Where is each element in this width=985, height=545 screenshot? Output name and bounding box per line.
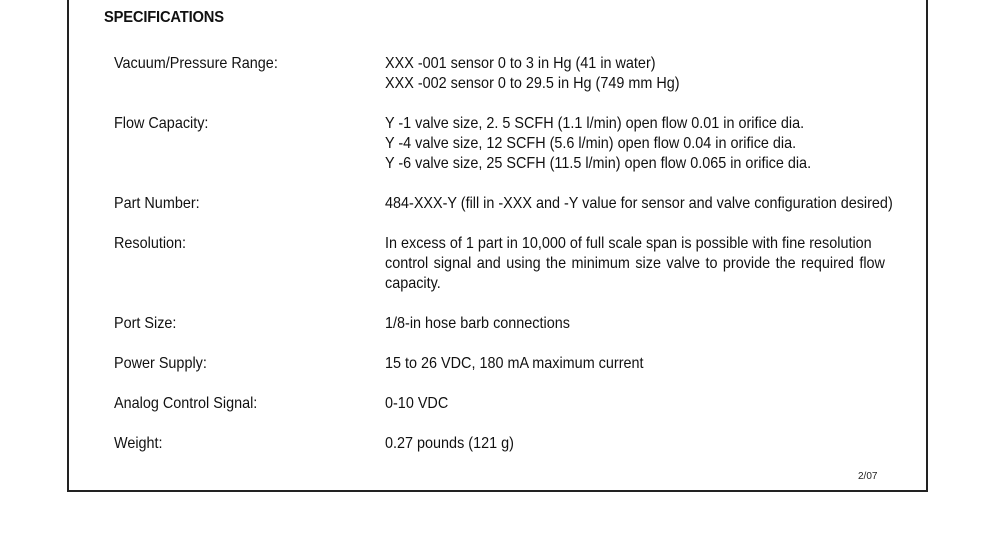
spec-value-line: 1/8-in hose barb connections — [385, 315, 570, 332]
spec-value — [385, 114, 916, 174]
spec-value — [385, 194, 916, 214]
spec-label: Analog Control Signal: — [114, 395, 258, 412]
spec-value-line: Y -1 valve size, 2. 5 SCFH (1.1 l/min) open flow 0.01 in orifice dia. — [385, 115, 805, 132]
spec-value-line: 0-10 VDC — [385, 395, 449, 412]
spec-value — [385, 354, 916, 374]
spec-value — [385, 234, 885, 294]
spec-label: Part Number: — [114, 195, 200, 212]
spec-label: Power Supply: — [114, 355, 207, 372]
section-title: SPECIFICATIONS — [104, 9, 224, 26]
spec-value-line: Y -6 valve size, 25 SCFH (11.5 l/min) open flow 0.065 in orifice dia. — [385, 155, 812, 172]
spec-label: Flow Capacity: — [114, 115, 209, 132]
spec-label: Weight: — [114, 435, 163, 452]
spec-value-line: XXX -001 sensor 0 to 3 in Hg (41 in water) — [385, 55, 656, 72]
spec-value — [385, 314, 916, 334]
spec-label: Vacuum/Pressure Range: — [114, 55, 278, 72]
spec-value-line: capacity. — [385, 275, 441, 292]
spec-value-line: Y -4 valve size, 12 SCFH (5.6 l/min) open flow 0.04 in orifice dia. — [385, 135, 797, 152]
spec-label: Resolution: — [114, 235, 187, 252]
page-number: 2/07 — [858, 471, 878, 482]
spec-value-line: control signal and using the minimum size valve to provide the required flow — [385, 255, 885, 272]
spec-value-line: XXX -002 sensor 0 to 29.5 in Hg (749 mm Hg) — [385, 75, 680, 92]
spec-value-line: 484-XXX-Y (fill in -XXX and -Y value for sensor and valve configuration desired) — [385, 195, 893, 212]
spec-value — [385, 54, 916, 94]
spec-value-line — [385, 234, 918, 254]
spec-value — [385, 394, 916, 414]
spec-label: Port Size: — [114, 315, 177, 332]
spec-value — [385, 434, 916, 454]
spec-value-line-text: In excess of 1 part in 10,000 of full scale span is possible with fine resolution — [385, 235, 872, 252]
spec-value-line: 0.27 pounds (121 g) — [385, 435, 514, 452]
spec-value-line: 15 to 26 VDC, 180 mA maximum current — [385, 355, 644, 372]
